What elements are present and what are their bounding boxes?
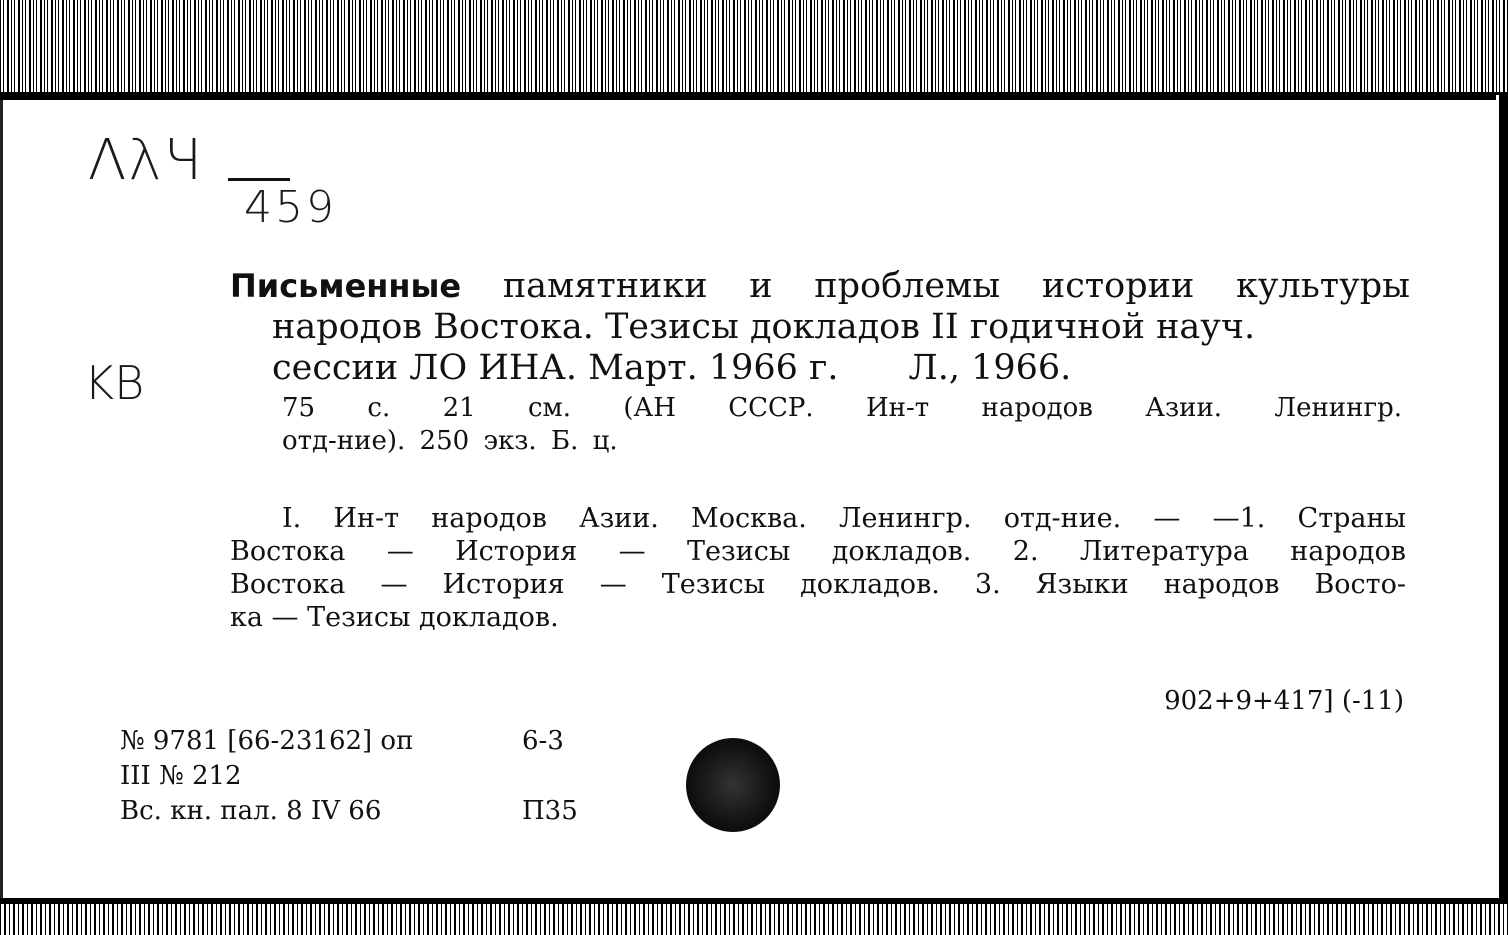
accession-row-1 [120, 724, 564, 759]
subject-headings [230, 502, 1406, 634]
subject-line-4: ка — Тезисы докладов. [230, 602, 559, 633]
title-line-3-imprint: Л., 1966. [908, 348, 1072, 388]
accession-row-3 [120, 794, 578, 829]
accession-number: № 9781 [66-23162] оп [120, 726, 414, 756]
collation-line-1: 75 с. 21 см. (АН СССР. Ин-т народов Азии. Ленингр. [282, 393, 1402, 423]
card-punch-hole [686, 738, 780, 832]
title-line-3 [230, 348, 1410, 389]
title-line-1-rest: памятники и проблемы истории культуры [502, 266, 1410, 306]
accession-code: 6-3 [522, 726, 564, 756]
accession-series: III № 212 [120, 761, 242, 791]
card-edge-right [1496, 95, 1508, 905]
title-line-1 [230, 266, 1410, 307]
accession-chamber: Вс. кн. пал. 8 IV 66 [120, 796, 382, 826]
call-number-fraction-bar [228, 178, 290, 181]
handwritten-mark: KB [84, 356, 145, 410]
collation [282, 392, 1402, 458]
handwritten-call-number-bottom: 459 [244, 182, 337, 233]
scan-edge-bottom [0, 898, 1508, 935]
title-line-3-session: сессии ЛО ИНА. Март. 1966 г. [272, 348, 839, 388]
scan-edge-top [0, 0, 1508, 100]
title-entry [230, 266, 1410, 389]
accession-row-2 [120, 759, 413, 794]
subject-line-3: Востока — История — Тезисы докладов. 3. Языки народов Восто- [230, 569, 1406, 600]
accession-block [120, 724, 578, 829]
title-heading-word: Письменные [230, 267, 462, 305]
title-line-2: народов Востока. Тезисы докладов II годичной науч. [272, 307, 1256, 347]
subject-line-1: I. Ин-т народов Азии. Москва. Ленингр. отд-ние. — —1. Страны [282, 503, 1406, 534]
accession-print-code: П35 [522, 796, 578, 826]
handwritten-call-number-top: ΛλЧ [88, 128, 204, 193]
collation-line-2: отд-ние). 250 экз. Б. ц. [282, 426, 618, 456]
subject-line-2: Востока — История — Тезисы докладов. 2. Литература народов [230, 536, 1406, 567]
classification-number: 902+9+417] (-11) [1164, 686, 1404, 716]
card-edge-left [0, 100, 3, 898]
